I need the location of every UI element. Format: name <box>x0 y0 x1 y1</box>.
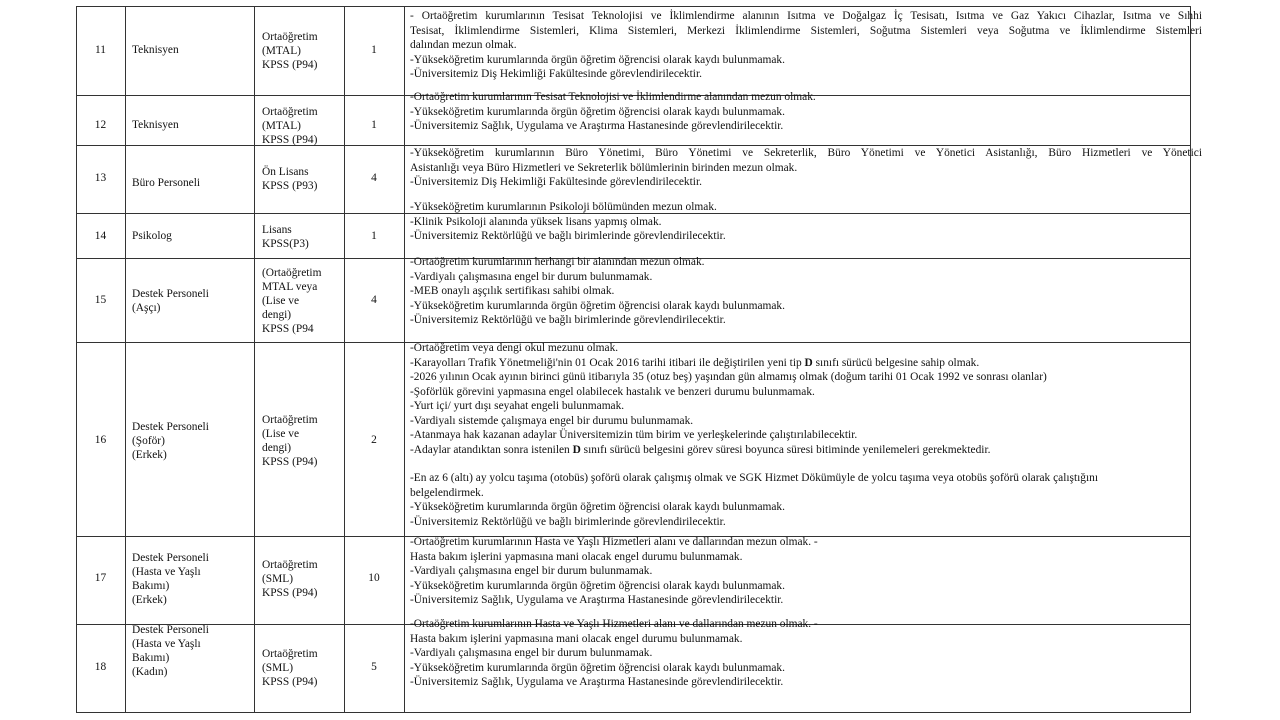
cell-line: MTAL veya <box>262 281 318 294</box>
cell-line: (Lise ve <box>262 428 300 440</box>
requirement-text: belgelendirmek. <box>410 486 484 499</box>
row-number: 15 <box>94 294 107 306</box>
requirement-text: Hasta bakım işlerini yapmasına mani olacak engel durumu bulunmamak. <box>410 632 743 645</box>
requirement-text: Asistanlığı veya Büro Hizmetleri ve Sekreterlik bölümlerinin birinden mezun olmak. <box>410 161 798 174</box>
cell-line: (Hasta ve Yaşlı <box>132 566 201 578</box>
position-title <box>132 623 209 679</box>
cell-line: Ortaöğretim <box>262 414 318 426</box>
position-count: 1 <box>371 119 377 131</box>
cell-line: (Erkek) <box>132 594 167 606</box>
requirement-line <box>410 284 1202 299</box>
requirement-line <box>410 24 1202 39</box>
requirement-line <box>410 550 1202 565</box>
requirement-line <box>410 200 1202 215</box>
requirement-text: -Üniversitemiz Diş Hekimliği Fakültesinde görevlendirilecektir. <box>410 176 702 188</box>
requirements <box>410 617 1202 690</box>
requirement-text: -Ortaöğretim veya dengi okul mezunu olmak. <box>410 342 619 354</box>
requirement-text: -Şoförlük görevini yapmasına engel olabilecek hastalık ve benzeri durumu bulunmamak. <box>410 385 815 398</box>
position-title <box>132 420 209 462</box>
requirement-line <box>410 67 1202 82</box>
cell-line: Destek Personeli <box>132 420 209 433</box>
requirement-line <box>410 385 1202 400</box>
requirement-text: -MEB onaylı aşçılık sertifikası sahibi olmak. <box>410 285 615 297</box>
cell-line: Destek Personeli <box>132 552 209 564</box>
requirement-text: -Karayolları Trafik Yönetmeliği'nin 01 Ocak 2016 tarihi itibari ile değiştirilen yeni tip <box>410 356 805 369</box>
cell-line: KPSS (P94) <box>262 58 318 71</box>
cell-line: (Hasta ve Yaşlı <box>132 638 201 650</box>
requirement-text: -Üniversitemiz Diş Hekimliği Fakültesinde görevlendirilecektir. <box>410 68 702 80</box>
requirement-text: -Ortaöğretim kurumlarının Hasta ve Yaşlı Hizmetleri alanı ve dallarından mezun olmak. - <box>410 618 818 630</box>
requirement-text: -Yükseköğretim kurumlarında örgün öğretim öğrencisi olarak kaydı bulunmamak. <box>410 661 785 674</box>
education-level <box>262 105 318 147</box>
cell-line: (Lise ve <box>262 295 300 308</box>
requirement-line <box>410 38 1202 53</box>
cell-line: KPSS(P3) <box>262 237 309 250</box>
cell-line: Teknisyen <box>132 44 179 57</box>
requirement-line <box>410 341 1202 356</box>
requirements <box>410 9 1202 82</box>
requirement-text: -Ortaöğretim kurumlarının herhangi bir alanından mezun olmak. <box>410 256 705 268</box>
requirement-line <box>410 579 1202 594</box>
requirement-text: -Vardiyalı çalışmasına engel bir durum bulunmamak. <box>410 270 653 283</box>
license-class: D <box>804 356 813 369</box>
position-count: 4 <box>371 294 377 306</box>
cell-line: (SML) <box>262 661 294 674</box>
cell-line: KPSS (P94) <box>262 586 318 599</box>
requirement-text: -Üniversitemiz Sağlık, Uygulama ve Araştırma Hastanesinde görevlendirilecektir. <box>410 120 784 132</box>
requirement-text: -Ortaöğretim kurumlarının Hasta ve Yaşlı Hizmetleri alanı ve dallarından mezun olmak. - <box>410 536 818 548</box>
cell-line: Bakımı) <box>132 580 170 592</box>
requirement-text: -Yükseköğretim kurumlarında örgün öğretim öğrencisi olarak kaydı bulunmamak. <box>410 105 785 118</box>
requirement-line <box>410 500 1202 515</box>
requirement-text: -Yükseköğretim kurumlarının Büro Yönetimi, Büro Yönetimi ve Sekreterlik, Büro Yönetimi ve Yönetici Asistanlığı, Büro Hizmetleri ve Yönetici <box>410 147 1202 159</box>
cell-line: (Erkek) <box>132 448 167 461</box>
row-number: 18 <box>94 661 107 673</box>
position-title <box>132 287 209 315</box>
cell-line: Bakımı) <box>132 652 170 664</box>
column-divider <box>254 6 255 712</box>
position-title <box>132 551 209 607</box>
cell-line: KPSS (P94) <box>262 133 318 146</box>
license-class: D <box>572 443 581 456</box>
row-number: 12 <box>94 119 107 131</box>
position-title <box>132 229 172 243</box>
column-divider <box>76 6 77 712</box>
requirement-line <box>410 443 1202 458</box>
row-number: 17 <box>94 572 107 584</box>
requirement-text: -Yükseköğretim kurumlarında örgün öğretim öğrencisi olarak kaydı bulunmamak. <box>410 53 785 66</box>
requirement-text: Tesisat, İklimlendirme Sistemleri, Klima Sistemleri, Merkezi İklimlendirme Sistemleri, Soğutma Sistemleri veya Soğutma ve İklimlendirme Sistemleri <box>410 24 1202 37</box>
requirement-line <box>410 119 1202 134</box>
requirement-line <box>410 313 1202 328</box>
requirement-text: -Üniversitemiz Rektörlüğü ve bağlı birimlerinde görevlendirilecektir. <box>410 230 726 242</box>
cell-line: (Şoför) <box>132 434 165 447</box>
requirements <box>410 200 1202 244</box>
cell-line: (SML) <box>262 572 294 585</box>
requirement-line <box>410 617 1202 632</box>
requirement-text: -Üniversitemiz Rektörlüğü ve bağlı birimlerinde görevlendirilecektir. <box>410 314 726 326</box>
requirement-text: -Üniversitemiz Sağlık, Uygulama ve Araştırma Hastanesinde görevlendirilecektir. <box>410 676 784 688</box>
requirement-text: -Yükseköğretim kurumlarının Psikoloji bölümünden mezun olmak. <box>410 201 717 213</box>
requirement-line <box>410 299 1202 314</box>
requirement-text: -Klinik Psikoloji alanında yüksek lisans yapmış olmak. <box>410 215 662 228</box>
cell-line: Destek Personeli <box>132 624 209 636</box>
requirement-text: -Yükseköğretim kurumlarında örgün öğretim öğrencisi olarak kaydı bulunmamak. <box>410 579 785 592</box>
requirements <box>410 90 1202 134</box>
position-count: 10 <box>368 572 380 584</box>
requirement-line <box>410 229 1202 244</box>
requirement-line <box>410 215 1202 230</box>
requirement-text: -Vardiyalı çalışmasına engel bir durum bulunmamak. <box>410 565 653 577</box>
cell-line: KPSS (P94 <box>262 323 314 336</box>
row-number: 16 <box>94 434 107 446</box>
position-title <box>132 176 200 190</box>
education-level <box>262 30 318 72</box>
position-count: 5 <box>371 661 377 673</box>
requirement-line <box>410 646 1202 661</box>
requirement-line <box>410 414 1202 429</box>
requirement-line <box>410 661 1202 676</box>
requirement-text: -Vardiyalı sistemde çalışmaya engel bir durumu bulunmamak. <box>410 414 694 427</box>
requirement-line <box>410 53 1202 68</box>
requirement-text: -Ortaöğretim kurumlarının Tesisat Teknolojisi ve İklimlendirme alanından mezun olmak. <box>410 91 816 103</box>
cell-line: Teknisyen <box>132 119 179 132</box>
requirement-text: sınıfı sürücü belgesine sahip olmak. <box>812 356 980 369</box>
requirement-line <box>410 632 1202 647</box>
requirement-line <box>410 105 1202 120</box>
cell-line: Büro Personeli <box>132 177 201 190</box>
requirements <box>410 146 1202 190</box>
cell-line: Ortaöğretim <box>262 105 318 118</box>
row-divider <box>76 712 1191 713</box>
cell-line: KPSS (P93) <box>262 179 318 192</box>
cell-line: Ortaöğretim <box>262 647 318 660</box>
requirement-text: -En az 6 (altı) ay yolcu taşıma (otobüs) şoförü olarak çalışmış olmak ve SGK Hizmet Dökümüyle de yolcu taşıma veya otobüs şoförü olarak çalıştığını <box>410 472 1099 484</box>
column-divider <box>344 6 345 712</box>
position-title <box>132 43 179 57</box>
requirement-text: Hasta bakım işlerini yapmasına mani olacak engel durumu bulunmamak. <box>410 550 743 563</box>
cell-line: (Ortaöğretim <box>262 267 322 280</box>
requirement-line <box>410 428 1202 443</box>
cell-line: Destek Personeli <box>132 287 209 300</box>
requirement-text: -Vardiyalı çalışmasına engel bir durum bulunmamak. <box>410 647 653 659</box>
education-level <box>262 647 318 689</box>
cell-line: KPSS (P94) <box>262 456 318 468</box>
cell-line: Ortaöğretim <box>262 30 318 43</box>
row-number: 14 <box>94 230 107 242</box>
requirement-text: sınıfı sürücü belgesini görev süresi boyunca süresi bitiminde yenilemeleri gerekmektedir. <box>580 443 991 456</box>
row-divider <box>76 6 1191 7</box>
cell-line: (Aşçı) <box>132 301 161 314</box>
cell-line: Ortaöğretim <box>262 558 318 571</box>
requirement-line <box>410 175 1202 190</box>
cell-line: (Kadın) <box>132 666 168 678</box>
requirements <box>410 255 1202 328</box>
requirement-text: -Adaylar atandıktan sonra istenilen <box>410 443 573 456</box>
requirement-text: -Atanmaya hak kazanan adaylar Üniversitemizin tüm birim ve yerleşkelerinde çalıştırılabilecektir. <box>410 429 858 441</box>
requirement-text: -Yükseköğretim kurumlarında örgün öğretim öğrencisi olarak kaydı bulunmamak. <box>410 501 785 513</box>
requirement-line <box>410 675 1202 690</box>
cell-line: (MTAL) <box>262 119 301 132</box>
row-number: 11 <box>95 44 106 56</box>
column-divider <box>125 6 126 712</box>
cell-line: Lisans <box>262 223 292 236</box>
requirements <box>410 341 1202 529</box>
requirement-text: -2026 yılının Ocak ayının birinci günü itibarıyla 35 (otuz beş) yaşından gün almamış olmak (doğum tarihi 01 Ocak 1992 ve sonrası olanlar) <box>410 371 1047 383</box>
requirement-line <box>410 399 1202 414</box>
column-divider <box>404 6 405 712</box>
cell-line: Psikolog <box>132 230 172 243</box>
cell-line: (MTAL) <box>262 44 301 57</box>
requirement-line <box>410 146 1202 161</box>
requirement-line <box>410 9 1202 24</box>
requirement-line <box>410 270 1202 285</box>
requirement-line <box>410 161 1202 176</box>
cell-line: dengi) <box>262 309 292 322</box>
requirement-line <box>410 486 1202 501</box>
position-count: 4 <box>371 172 377 184</box>
position-count: 2 <box>371 434 377 446</box>
requirement-line <box>410 535 1202 550</box>
requirement-line <box>410 370 1202 385</box>
education-level <box>262 266 321 336</box>
requirement-line <box>410 356 1202 371</box>
requirement-text: -Yükseköğretim kurumlarında örgün öğretim öğrencisi olarak kaydı bulunmamak. <box>410 299 785 312</box>
requirement-text: -Üniversitemiz Sağlık, Uygulama ve Araştırma Hastanesinde görevlendirilecektir. <box>410 594 784 606</box>
requirement-text: dalından mezun olmak. <box>410 39 517 51</box>
education-level <box>262 558 318 600</box>
requirement-line <box>410 593 1202 608</box>
education-level <box>262 165 317 193</box>
requirement-line <box>410 515 1202 530</box>
education-level <box>262 223 309 251</box>
requirement-line <box>410 255 1202 270</box>
row-number: 13 <box>94 172 107 184</box>
education-level <box>262 413 318 469</box>
requirement-text: -Yurt içi/ yurt dışı seyahat engeli bulunmamak. <box>410 400 625 412</box>
requirement-text: - Ortaöğretim kurumlarının Tesisat Teknolojisi ve İklimlendirme alanının Isıtma ve Doğalgaz İç Tesisatı, Isıtma ve Gaz Yakıcı Cihazlar, Isıtma ve Sıhhi <box>410 10 1202 22</box>
requirement-line <box>410 471 1202 486</box>
requirement-text: -Üniversitemiz Rektörlüğü ve bağlı birimlerinde görevlendirilecektir. <box>410 515 726 528</box>
requirement-line <box>410 564 1202 579</box>
position-count: 1 <box>371 230 377 242</box>
cell-line: Ön Lisans <box>262 165 309 178</box>
cell-line: dengi) <box>262 442 292 454</box>
position-title <box>132 118 179 132</box>
position-count: 1 <box>371 44 377 56</box>
requirement-line <box>410 90 1202 105</box>
cell-line: KPSS (P94) <box>262 675 318 688</box>
requirements <box>410 535 1202 608</box>
